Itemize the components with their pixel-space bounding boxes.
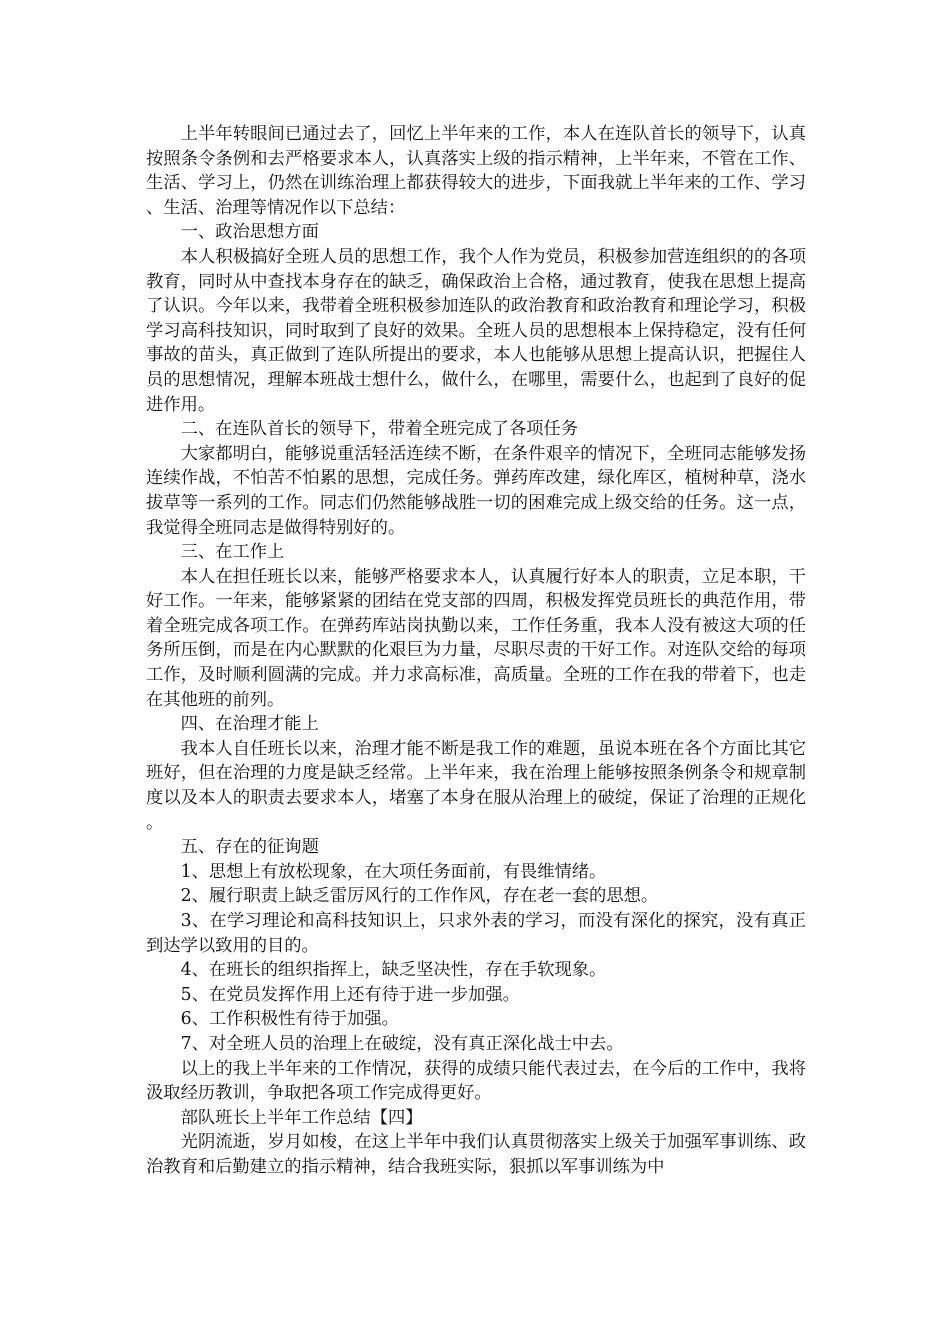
problem-item: 7、对全班人员的治理上在破绽，没有真正深化战士中去。 xyxy=(180,1033,624,1054)
management-paragraph: 我本人自任班长以来，治理才能不断是我工作的难题，虽说本班在各个方面比其它班好，但在治理的力度是缺乏经常。上半年来，我在治理上能够按照条例条令和规章制度以及本人的职责去要求本人，堵塞了本身在服从治理上的破绽，保证了治理的正规化。 xyxy=(146,738,806,833)
problem-item: 3、在学习理论和高科技知识上，只求外表的学习，而没有深化的探究，没有真正到达学以致用的目的。 xyxy=(146,911,806,956)
next-article-title: 部队班长上半年工作总结【四】 xyxy=(180,1107,423,1128)
problem-item: 2、履行职责上缺乏雷厉风行的工作作风，存在老一套的思想。 xyxy=(180,886,659,907)
section-heading-political: 一、政治思想方面 xyxy=(180,222,319,243)
problem-item: 4、在班长的组织指挥上，缺乏坚决性，存在手软现象。 xyxy=(180,960,607,981)
section-heading-tasks: 二、在连队首长的领导下，带着全班完成了各项任务 xyxy=(180,419,579,440)
tasks-paragraph: 大家都明白，能够说重活轻活连续不断，在条件艰辛的情况下，全班同志能够发扬连续作战，不怕苦不怕累的思想，完成任务。弹药库改建，绿化库区，植树种草，浇水拔草等一系列的工作。同志们仍然能够战胜一切的困难完成上级交给的任务。这一点，我觉得全班同志是做得特别好的。 xyxy=(146,443,806,538)
section-heading-problems: 五、存在的征询题 xyxy=(180,837,319,858)
problem-item: 6、工作积极性有待于加强。 xyxy=(180,1009,399,1030)
section-heading-work: 三、在工作上 xyxy=(180,542,285,563)
work-paragraph: 本人在担任班长以来，能够严格要求本人，认真履行好本人的职责，立足本职，干好工作。一年来，能够紧紧的团结在党支部的四周，积极发挥党员班长的典范作用，带着全班完成各项工作。在弹药库站岗执勤以来，工作任务重，我本人没有被这大项的任务所压倒，而是在内心默默的化艰巨为力量，尽职尽责的干好工作。对连队交给的每项工作，及时顺利圆满的完成。并力求高标准，高质量。全班的工作在我的带着下，也走在其他班的前列。 xyxy=(146,566,806,710)
intro-paragraph: 上半年转眼间已通过去了，回忆上半年来的工作，本人在连队首长的领导下，认真按照条令条例和去严格要求本人，认真落实上级的指示精神，上半年来，不管在工作、生活、学习上，仍然在训练治理上都获得较大的进步，下面我就上半年来的工作、学习、生活、治理等情况作以下总结： xyxy=(146,124,806,218)
political-paragraph: 本人积极搞好全班人员的思想工作，我个人作为党员，积极参加营连组织的的各项教育，同时从中查找本身存在的缺乏，确保政治上合格，通过教育，使我在思想上提高了认识。今年以来，我带着全班积极参加连队的政治教育和政治教育和理论学习，积极学习高科技知识，同时取到了良好的效果。全班人员的思想根本上保持稳定，没有任何事故的苗头，真正做到了连队所提出的要求，本人也能够从思想上提高认识，把握住人员的思想情况，理解本班战士想什么，做什么，在哪里，需要什么，也起到了良好的促进作用。 xyxy=(146,246,806,415)
document-page xyxy=(146,122,806,1180)
problem-item: 5、在党员发挥作用上还有待于进一步加强。 xyxy=(180,984,520,1005)
next-article-paragraph: 光阴流逝，岁月如梭，在这上半年中我们认真贯彻落实上级关于加强军事训练、政治教育和后勤建立的指示精神，结合我班实际，狠抓以军事训练为中 xyxy=(146,1132,806,1177)
section-heading-management: 四、在治理才能上 xyxy=(180,714,319,735)
problem-item: 1、思想上有放松现象，在大项任务面前，有畏维情绪。 xyxy=(180,861,607,882)
conclusion-paragraph: 以上的我上半年来的工作情况，获得的成绩只能代表过去，在今后的工作中，我将汲取经历教训，争取把各项工作完成得更好。 xyxy=(146,1058,806,1104)
